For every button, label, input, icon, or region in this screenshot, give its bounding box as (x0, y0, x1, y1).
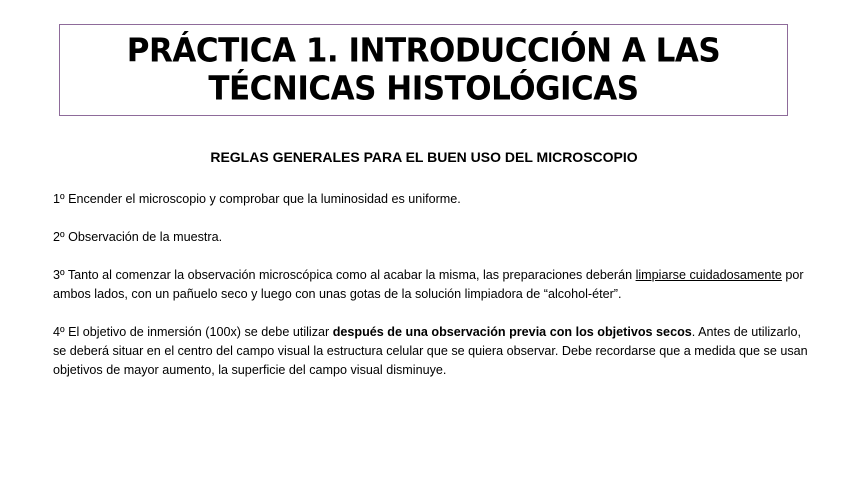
title-box (59, 24, 788, 116)
page-title-line-1: PRÁCTICA 1. INTRODUCCIÓN A LAS (126, 32, 721, 70)
rule-1: 1º Encender el microscopio y comprobar que la luminosidad es uniforme. (53, 192, 461, 206)
rule-4 (53, 323, 813, 380)
section-subtitle: REGLAS GENERALES PARA EL BUEN USO DEL MICROSCOPIO (210, 149, 638, 165)
rules-list (53, 190, 813, 399)
rule-3-underlined-text: limpiarse cuidadosamente (635, 268, 782, 282)
rule-4-text-start: 4º El objetivo de inmersión (100x) se debe utilizar (53, 325, 333, 339)
rule-2: 2º Observación de la muestra. (53, 230, 223, 244)
rule-4-bold-text: después de una observación previa con los objetivos secos (332, 325, 692, 339)
rule-3 (53, 266, 813, 304)
rule-3-text-end: por ambos lados, con un pañuelo seco y luego con unas gotas de la solución limpiadora de “alcohol-éter”. (53, 268, 804, 301)
rule-3-text-start: 3º Tanto al comenzar la observación microscópica como al acabar la misma, las preparaciones deberán (53, 268, 636, 282)
page-title-line-2: TÉCNICAS HISTOLÓGICAS (208, 70, 639, 108)
rule-4-text-end: . Antes de utilizarlo, se deberá situar en el centro del campo visual la estructura celular que se quiera observar. Debe recordarse que a medida que se usan objetivos de mayor aumento, la superficie del campo visual disminuye. (53, 325, 808, 377)
